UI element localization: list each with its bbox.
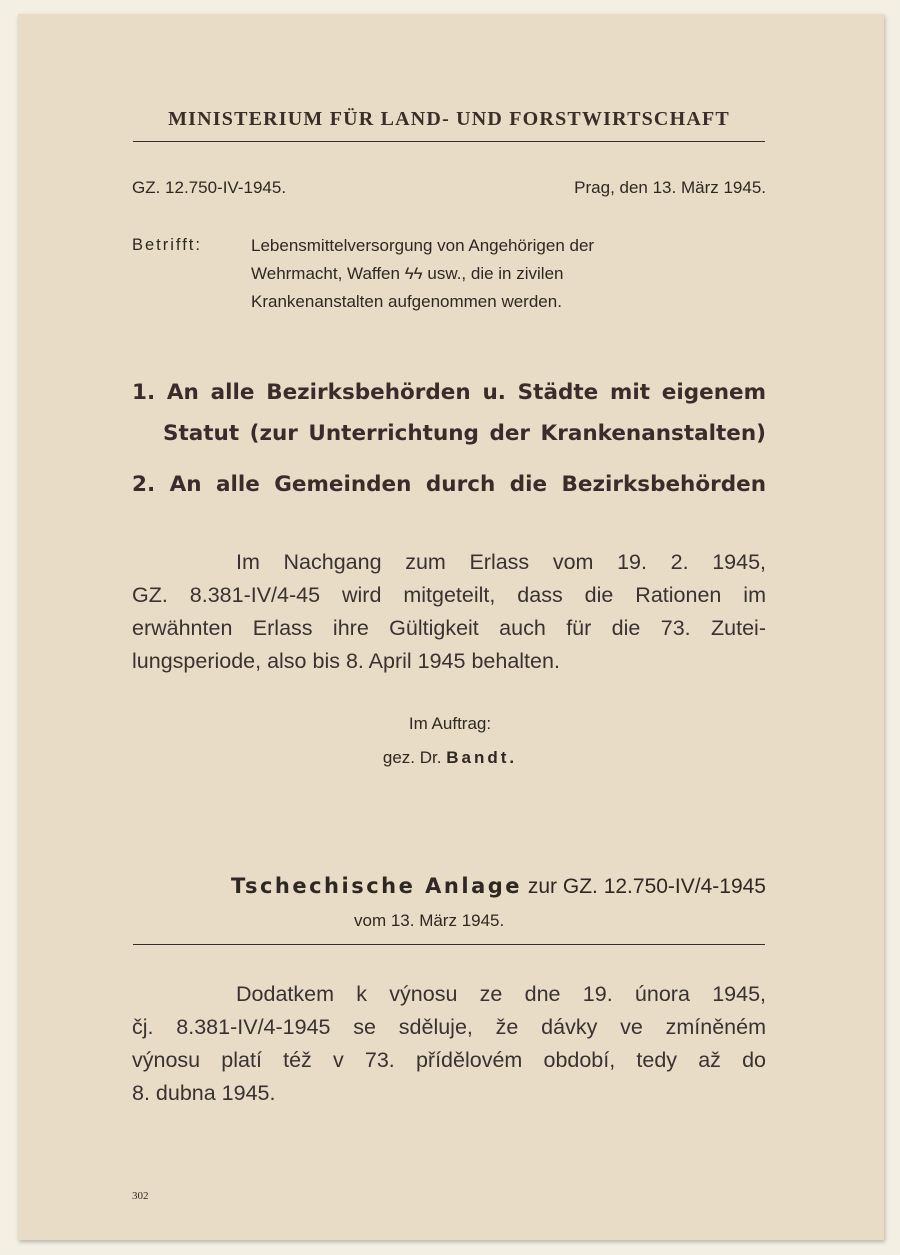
- signature-name: Bandt.: [446, 748, 518, 767]
- ministry-header: MINISTERIUM FÜR LAND- UND FORSTWIRTSCHAFT: [168, 108, 730, 130]
- signature-prefix: gez. Dr.: [382, 748, 442, 767]
- header-rule: [133, 141, 765, 142]
- signature-block: [0, 748, 900, 768]
- addressee-line: Statut (zur Unterrichtung der Krankenanstalten): [163, 421, 766, 446]
- czech-line: Dodatkem k výnosu ze dne 19. února 1945,: [236, 982, 766, 1006]
- signature-on-behalf: Im Auftrag:: [408, 714, 492, 733]
- czech-appendix-title: [132, 874, 766, 899]
- body-line: erwähnten Erlass ihre Gültigkeit auch für die 73. Zutei-: [132, 616, 766, 640]
- subject-line: Krankenanstalten aufgenommen werden.: [251, 292, 562, 311]
- subject-label: Betrifft:: [132, 236, 202, 254]
- body-line: Im Nachgang zum Erlass vom 19. 2. 1945,: [236, 550, 766, 574]
- subject-line: Lebensmittelversorgung von Angehörigen der: [251, 236, 595, 255]
- czech-appendix-date: vom 13. März 1945.: [354, 911, 505, 930]
- place-date: Prag, den 13. März 1945.: [574, 178, 766, 197]
- czech-appendix-ref: zur GZ. 12.750-IV/4-1945: [527, 875, 766, 898]
- subject-line: Wehrmacht, Waffen ϟϟ usw., die in zivilen: [251, 264, 564, 283]
- addressee-line: 1. An alle Bezirksbehörden u. Städte mit eigenem: [132, 380, 766, 405]
- czech-line: čj. 8.381-IV/4-1945 se sděluje, že dávky ve zmíněném: [132, 1015, 766, 1039]
- body-line: lungsperiode, also bis 8. April 1945 behalten.: [132, 649, 560, 673]
- addressee-line: 2. An alle Gemeinden durch die Bezirksbehörden: [132, 472, 766, 497]
- reference-number: GZ. 12.750-IV-1945.: [132, 178, 287, 197]
- page-number: 302: [132, 1190, 149, 1202]
- czech-rule: [133, 944, 765, 945]
- czech-line: výnosu platí též v 73. přídělovém období, tedy až do: [132, 1048, 766, 1072]
- czech-appendix-bold: Tschechische Anlage: [230, 874, 523, 898]
- czech-line: 8. dubna 1945.: [132, 1081, 276, 1105]
- body-line: GZ. 8.381-IV/4-45 wird mitgeteilt, dass die Rationen im: [132, 583, 766, 607]
